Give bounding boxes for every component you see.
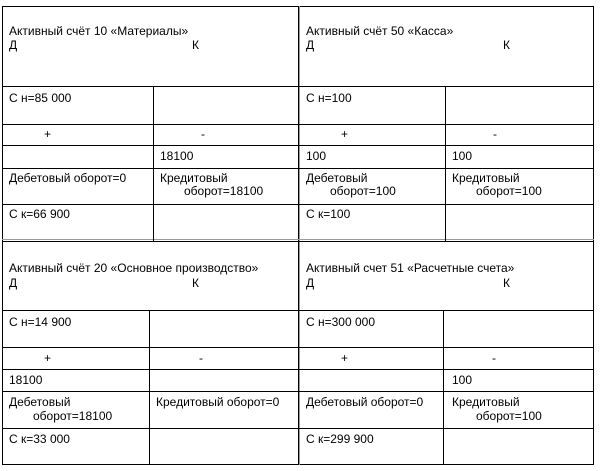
top-opening-bottom xyxy=(2,124,594,125)
credit-turnover-line2: оборот=100 xyxy=(476,184,542,198)
credit-turnover-line1: Кредитовый xyxy=(452,171,520,185)
top-sign-bottom xyxy=(2,145,594,146)
top-turnover-bottom xyxy=(2,204,594,205)
debit-label: Д xyxy=(9,38,18,52)
credit-label: К xyxy=(192,276,199,290)
account-title: Активный счёт 10 «Материалы» xyxy=(9,24,189,38)
debit-entry: 100 xyxy=(306,149,327,163)
minus-sign: - xyxy=(201,127,205,141)
bottom-right-col-divider xyxy=(443,310,444,465)
bottom-opening-bottom xyxy=(2,347,594,348)
debit-turnover: Дебетовый оборот=0 xyxy=(9,171,127,185)
credit-entry: 100 xyxy=(452,149,473,163)
closing-balance: С к=100 xyxy=(306,207,351,221)
debit-turnover-line1: Дебетовый xyxy=(9,395,71,409)
top-left-col-divider xyxy=(153,86,154,242)
closing-balance: С к=33 000 xyxy=(9,432,70,446)
debit-turnover-line2: оборот=18100 xyxy=(33,409,113,423)
opening-balance: С н=14 900 xyxy=(9,315,72,329)
minus-sign: - xyxy=(492,351,496,365)
top-entry-bottom xyxy=(2,168,594,169)
block-separator-shade xyxy=(2,239,594,240)
credit-turnover-line2: оборот=18100 xyxy=(184,184,264,198)
plus-sign: + xyxy=(341,127,349,141)
account-title: Активный счет 51 «Расчетные счета» xyxy=(306,261,515,275)
debit-label: Д xyxy=(306,38,315,52)
opening-balance: С н=85 000 xyxy=(9,91,72,105)
debit-entry: 18100 xyxy=(9,373,43,387)
debit-turnover-line1: Дебетовый xyxy=(306,171,368,185)
bottom-left-col-divider xyxy=(149,310,150,465)
credit-label: К xyxy=(503,276,510,290)
closing-balance: С к=299 900 xyxy=(306,432,374,446)
block-separator xyxy=(2,241,594,242)
center-divider-shade xyxy=(299,6,300,465)
debit-label: Д xyxy=(306,276,315,290)
credit-entry: 100 xyxy=(452,373,473,387)
top-right-col-divider xyxy=(445,86,446,242)
credit-turnover-line2: оборот=100 xyxy=(476,409,542,423)
bottom-sign-bottom xyxy=(2,369,594,370)
minus-sign: - xyxy=(493,127,497,141)
plus-sign: + xyxy=(44,351,52,365)
closing-balance: С к=66 900 xyxy=(9,207,70,221)
bottom-turnover-bottom xyxy=(2,428,594,429)
account-title: Активный счёт 20 «Основное производство» xyxy=(9,261,259,275)
opening-balance: С н=300 000 xyxy=(306,315,376,329)
debit-turnover-line2: оборот=100 xyxy=(330,184,396,198)
bottom-entry-bottom xyxy=(2,391,594,392)
credit-turnover-line1: Кредитовый xyxy=(452,395,520,409)
top-header-bottom xyxy=(2,86,594,87)
credit-entry: 18100 xyxy=(160,149,194,163)
bottom-header-bottom xyxy=(2,310,594,311)
plus-sign: + xyxy=(341,351,349,365)
account-title: Активный счёт 50 «Касса» xyxy=(306,24,454,38)
minus-sign: - xyxy=(199,351,203,365)
credit-turnover: Кредитовый оборот=0 xyxy=(156,395,280,409)
plus-sign: + xyxy=(44,127,52,141)
frame-right xyxy=(593,6,594,465)
debit-turnover: Дебетовый оборот=0 xyxy=(306,395,424,409)
credit-label: К xyxy=(503,38,510,52)
credit-turnover-line1: Кредитовый xyxy=(160,171,228,185)
debit-label: Д xyxy=(9,276,18,290)
opening-balance: С н=100 xyxy=(306,91,352,105)
frame-left xyxy=(2,6,3,465)
credit-label: К xyxy=(192,38,199,52)
